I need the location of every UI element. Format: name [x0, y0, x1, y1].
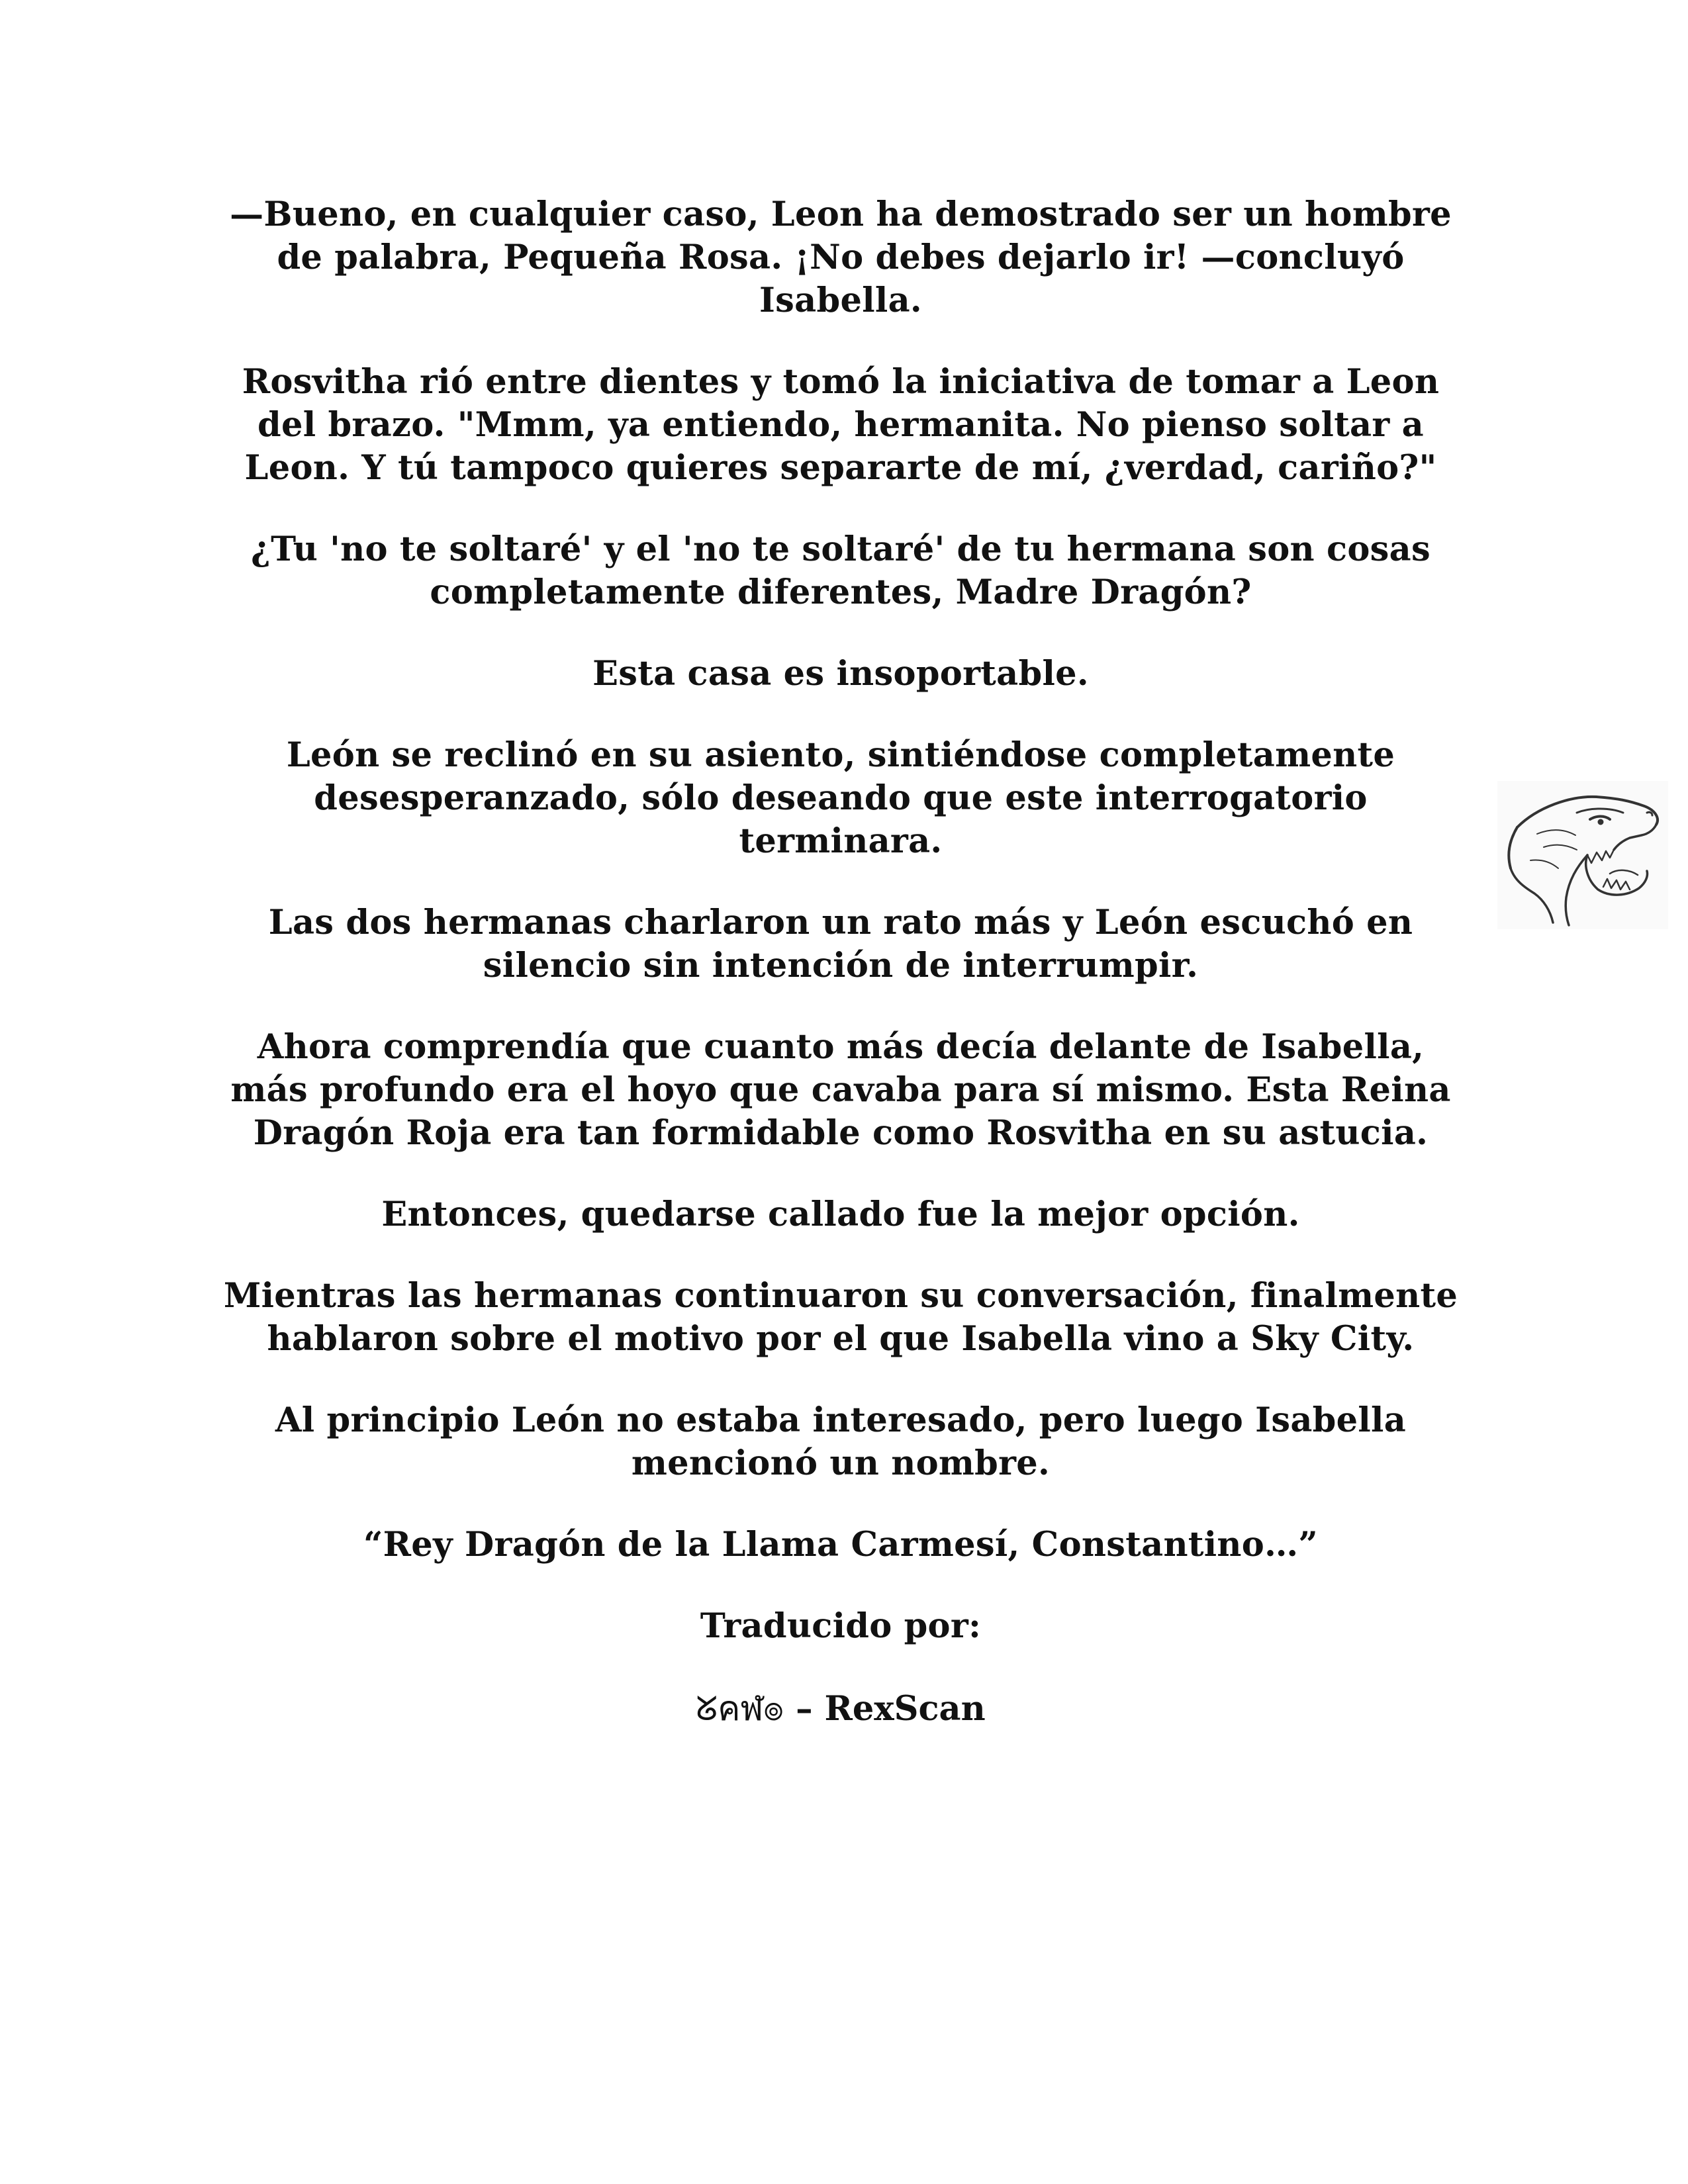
credits-line	[218, 1688, 1463, 1731]
credits-label: Traducido por:	[700, 1606, 982, 1646]
paragraph-5: León se reclinó en su asiento, sintiéndose completamente desesperanzado, sólo deseando que este interrogatorio terminara.	[286, 735, 1395, 861]
paragraph-1: —Bueno, en cualquier caso, Leon ha demostrado ser un hombre de palabra, Pequeña Rosa. ¡No debes dejarlo ir! —concluyó Isabella.	[230, 195, 1452, 320]
paragraph-9: Mientras las hermanas continuaron su conversación, finalmente hablaron sobre el motivo por el que Isabella vino a Sky City.	[223, 1276, 1458, 1359]
paragraph-8: Entonces, quedarse callado fue la mejor opción.	[381, 1195, 1300, 1234]
chapter-text	[218, 193, 1463, 1731]
paragraph-4: Esta casa es insoportable.	[592, 654, 1089, 694]
paragraph-7: Ahora comprendía que cuanto más decía delante de Isabella, más profundo era el hoyo que cavaba para sí mismo. Esta Reina Dragón Roja era tan formidable como Rosvitha en su astucia.	[230, 1027, 1451, 1153]
credits-separator: –	[796, 1689, 813, 1729]
scan-group-name: RexScan	[824, 1689, 986, 1729]
paragraph-11: “Rey Dragón de la Llama Carmesí, Constantino…”	[363, 1525, 1319, 1565]
paragraph-10: Al principio León no estaba interesado, pero luego Isabella mencionó un nombre.	[275, 1400, 1407, 1483]
paragraph-3: ¿Tu 'no te soltaré' y el 'no te soltaré' de tu hermana son cosas completamente diferentes, Madre Dragón?	[250, 529, 1431, 612]
dinosaur-head-icon	[1497, 781, 1668, 929]
paragraph-6: Las dos hermanas charlaron un rato más y León escuchó en silencio sin intención de interrumpir.	[268, 903, 1413, 985]
translator-name: ᘜคฬ๏	[696, 1690, 784, 1729]
paragraph-2: Rosvitha rió entre dientes y tomó la iniciativa de tomar a Leon del brazo. "Mmm, ya entiendo, hermanita. No pienso soltar a Leon. Y tú tampoco quieres separarte de mí, ¿verdad, cariño?"	[242, 362, 1440, 488]
